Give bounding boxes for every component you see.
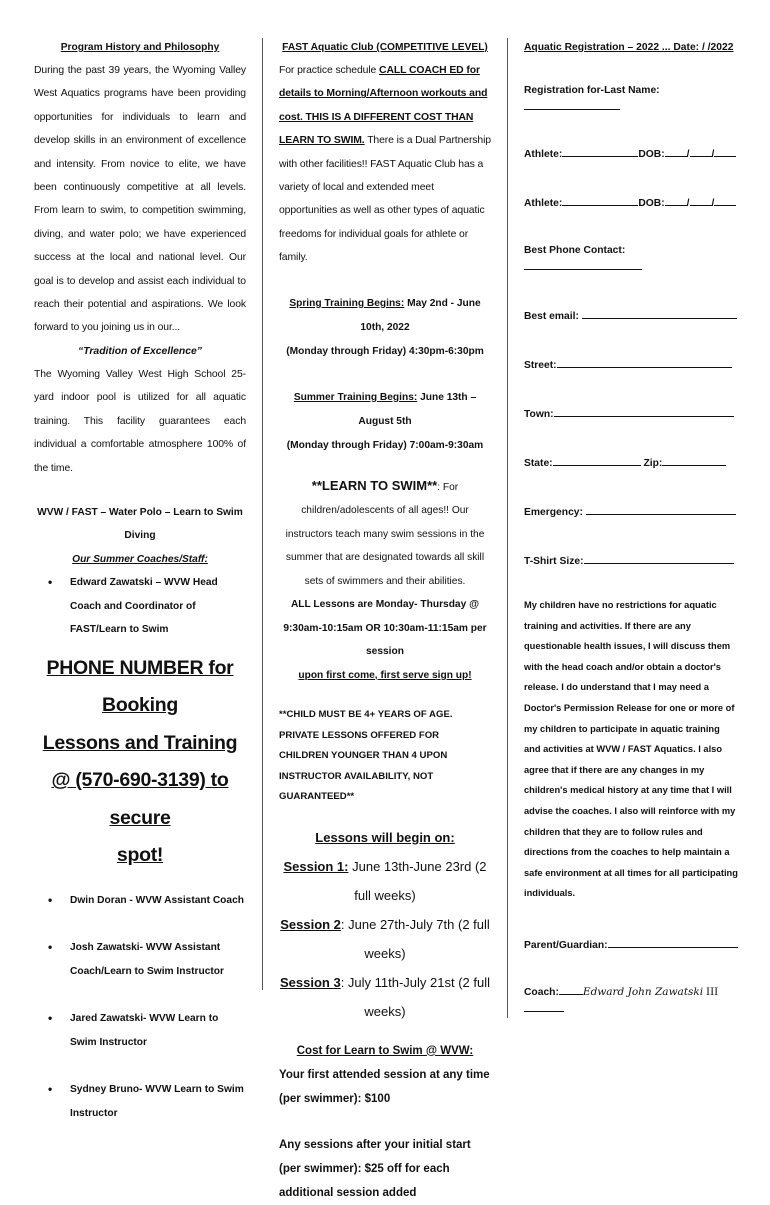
spring-time: (Monday through Friday) 4:30pm-6:30pm	[286, 345, 484, 357]
learn-to-swim-description	[279, 474, 491, 594]
field-label: State:	[524, 458, 553, 469]
summer-time: (Monday through Friday) 7:00am-9:30am	[286, 439, 484, 451]
column-divider-right	[507, 38, 508, 1018]
programs-diving: Diving	[124, 530, 156, 542]
field-label: Best email:	[524, 311, 579, 322]
session-dates: June 13th-June 23rd (2 full weeks)	[352, 858, 487, 903]
fast-call-coach: CALL COACH ED for details to Morning/Afternoon workouts and cost. THIS IS A DIFFERENT COST THAN LEARN TO SWIM.	[279, 65, 488, 147]
medical-waiver-text: My children have no restrictions for aquatic training and activities. If there are any questionable health issues, I will discuss them with the head coach and/or obtain a doctor's release. I do understand that I may need a Doctor's Permission Release for one or more of my children to participate in aquatic training and activities at WVW / FAST Aquatics. I also agree that if there are any changes in my children's medical history at any time that I will advise the coaches. I also will reinforce with my children that they are to follow rules and directions from the coaches to help maintain a safe environment at all times for all participating individuals.	[524, 600, 738, 899]
state-zip-field[interactable]	[524, 454, 738, 471]
session-2	[279, 910, 491, 968]
age-requirement-note: **CHILD MUST BE 4+ YEARS OF AGE. PRIVATE LESSONS OFFERED FOR CHILDREN YOUNGER THAN 4 UPON INSTRUCTOR AVAILABILITY, NOT GUARANTEED**	[279, 709, 453, 803]
field-blank[interactable]	[582, 307, 737, 319]
lesson-times: 9:30am-10:15am OR 10:30am-11:15am per session	[283, 622, 487, 658]
field-blank[interactable]	[690, 194, 712, 206]
staff-heading: Our Summer Coaches/Staff:	[72, 553, 208, 565]
phone-number: @ (570-690-3139) to secure	[51, 769, 229, 829]
learn-to-swim-title: **LEARN TO SWIM**	[311, 477, 438, 493]
spring-label: Spring Training Begins:	[289, 297, 405, 309]
field-label: Street:	[524, 360, 557, 371]
field-label: Athlete:	[524, 149, 563, 160]
staff-list-bottom	[34, 889, 246, 1126]
field-label: Zip:	[643, 458, 663, 469]
staff-item: • Dwin Doran - WVW Assistant Coach	[34, 889, 246, 913]
session-3	[279, 968, 491, 1026]
history-column	[34, 36, 246, 1125]
session-label: Session 2	[280, 916, 341, 932]
fast-partnership: There is a Dual Partnership with other facilities!! FAST Aquatic Club has a variety of local and extended meet opportunities as well as other types of aquatic freedoms for individual goals for athlete or family.	[279, 135, 491, 264]
column-divider-left	[262, 38, 263, 990]
staff-item: • Sydney Bruno- WVW Learn to Swim Instructor	[34, 1078, 246, 1125]
staff-item: • Josh Zawatski- WVW Assistant Coach/Learn to Swim Instructor	[34, 936, 246, 983]
field-label: Best Phone Contact:	[524, 245, 626, 256]
lessons-begin-heading: Lessons will begin on:	[315, 829, 455, 845]
summer-dates: June 13th – August 5th	[358, 391, 477, 427]
field-blank[interactable]	[562, 145, 638, 157]
field-blank[interactable]	[562, 194, 638, 206]
first-come-note: upon first come, first serve sign up!	[298, 669, 472, 681]
registration-column	[524, 36, 738, 1017]
field-blank[interactable]	[714, 145, 736, 157]
summer-training	[279, 386, 491, 434]
field-label: T-Shirt Size:	[524, 556, 584, 567]
field-blank[interactable]	[665, 145, 687, 157]
coach-signature: Edward John Zawatski	[582, 985, 704, 998]
field-blank[interactable]	[665, 194, 687, 206]
cost-first-session: Your first attended session at any time (per swimmer): $100	[279, 1068, 490, 1105]
field-blank[interactable]	[584, 552, 734, 564]
summer-label: Summer Training Begins:	[293, 391, 418, 403]
town-field[interactable]	[524, 405, 738, 422]
session-dates: : June 27th-July 7th (2 full weeks)	[340, 916, 490, 961]
history-text: During the past 39 years, the Wyoming Valley West Aquatics programs have been providing opportunities for individuals to learn and develop skills in an environment of excellence and intensity. From novice to elite, we have been continuously competitive at all levels. From learn to swim, to competition swimming, diving, and water polo; we have experienced success at the local and national level. Our goal is to develop and assist each individual to reach their potential and aspirations. We look forward to you joining us in our...	[34, 65, 246, 334]
coach-suffix: III	[706, 985, 719, 998]
session-1	[279, 852, 491, 910]
staff-item: • Jared Zawatski- WVW Learn to Swim Instructor	[34, 1007, 246, 1054]
pool-text: The Wyoming Valley West High School 25-yard indoor pool is utilized for all aquatic training. This facility guarantees each individual a comfortable atmosphere 100% of the time.	[34, 368, 246, 474]
fast-description	[279, 59, 491, 270]
field-label: Town:	[524, 409, 554, 420]
programs-column	[279, 36, 491, 1205]
registration-title: Aquatic Registration – 2022 ... Date: / /2022	[524, 42, 734, 53]
phone-line: Lessons and Training	[42, 731, 238, 754]
athlete-1-field[interactable]: Athlete: DOB: / /	[524, 145, 738, 162]
tshirt-field[interactable]	[524, 552, 738, 569]
field-blank[interactable]	[586, 503, 736, 515]
field-label: DOB:	[638, 198, 665, 209]
field-label: Emergency:	[524, 507, 583, 518]
athlete-2-field[interactable]: Athlete: DOB: / /	[524, 194, 738, 211]
field-blank[interactable]	[662, 454, 726, 466]
field-blank[interactable]	[524, 258, 642, 270]
fast-title: FAST Aquatic Club (COMPETITIVE LEVEL)	[282, 42, 488, 53]
field-label: Registration for-Last Name:	[524, 85, 660, 96]
phone-booking-callout	[34, 650, 246, 875]
tradition-tagline: “Tradition of Excellence”	[78, 345, 202, 357]
programs-line: WVW / FAST – Water Polo – Learn to Swim	[37, 506, 243, 518]
session-label: Session 3	[279, 974, 341, 990]
session-dates: : July 11th-July 21st (2 full weeks)	[340, 974, 491, 1019]
field-blank[interactable]	[608, 936, 738, 948]
street-field[interactable]	[524, 356, 738, 373]
field-blank[interactable]	[714, 194, 736, 206]
lesson-days: ALL Lessons are Monday- Thursday @	[290, 599, 480, 611]
field-blank[interactable]	[690, 145, 712, 157]
field-blank[interactable]	[524, 98, 620, 110]
cost-additional-sessions: Any sessions after your initial start (per swimmer): $25 off for each additional session added	[279, 1138, 471, 1199]
field-label: Athlete:	[524, 198, 563, 209]
parent-signature-field[interactable]	[524, 936, 738, 953]
emergency-field[interactable]	[524, 503, 738, 520]
field-label: Parent/Guardian:	[524, 939, 608, 951]
phone-line: spot!	[116, 844, 164, 867]
spring-training	[279, 292, 491, 340]
cost-heading: Cost for Learn to Swim @ WVW:	[296, 1044, 474, 1057]
field-blank[interactable]	[557, 356, 732, 368]
field-label: Coach:	[524, 986, 559, 998]
staff-item: • Edward Zawatski – WVW Head Coach and Coordinator of FAST/Learn to Swim	[34, 571, 246, 642]
session-label: Session 1:	[283, 858, 349, 874]
phone-line: PHONE NUMBER for Booking	[46, 656, 234, 717]
field-label: DOB:	[638, 149, 665, 160]
field-blank[interactable]	[553, 454, 641, 466]
email-field[interactable]	[524, 307, 738, 324]
field-blank[interactable]	[554, 405, 734, 417]
history-title: Program History and Philosophy	[60, 42, 220, 53]
fast-schedule-intro: For practice schedule	[279, 65, 377, 76]
learn-to-swim-text: : For children/adolescents of all ages!! Our instructors teach many swim sessions in the summer that are designated towards all skill sets of swimmers and their abilities.	[285, 481, 485, 587]
coach-signature-field	[524, 983, 738, 1017]
field-blank	[524, 1000, 564, 1012]
staff-list-top	[34, 571, 246, 642]
last-name-field[interactable]	[524, 83, 738, 115]
phone-field[interactable]	[524, 243, 738, 275]
spring-dates: May 2nd - June 10th, 2022	[360, 297, 481, 333]
field-blank	[559, 983, 583, 995]
